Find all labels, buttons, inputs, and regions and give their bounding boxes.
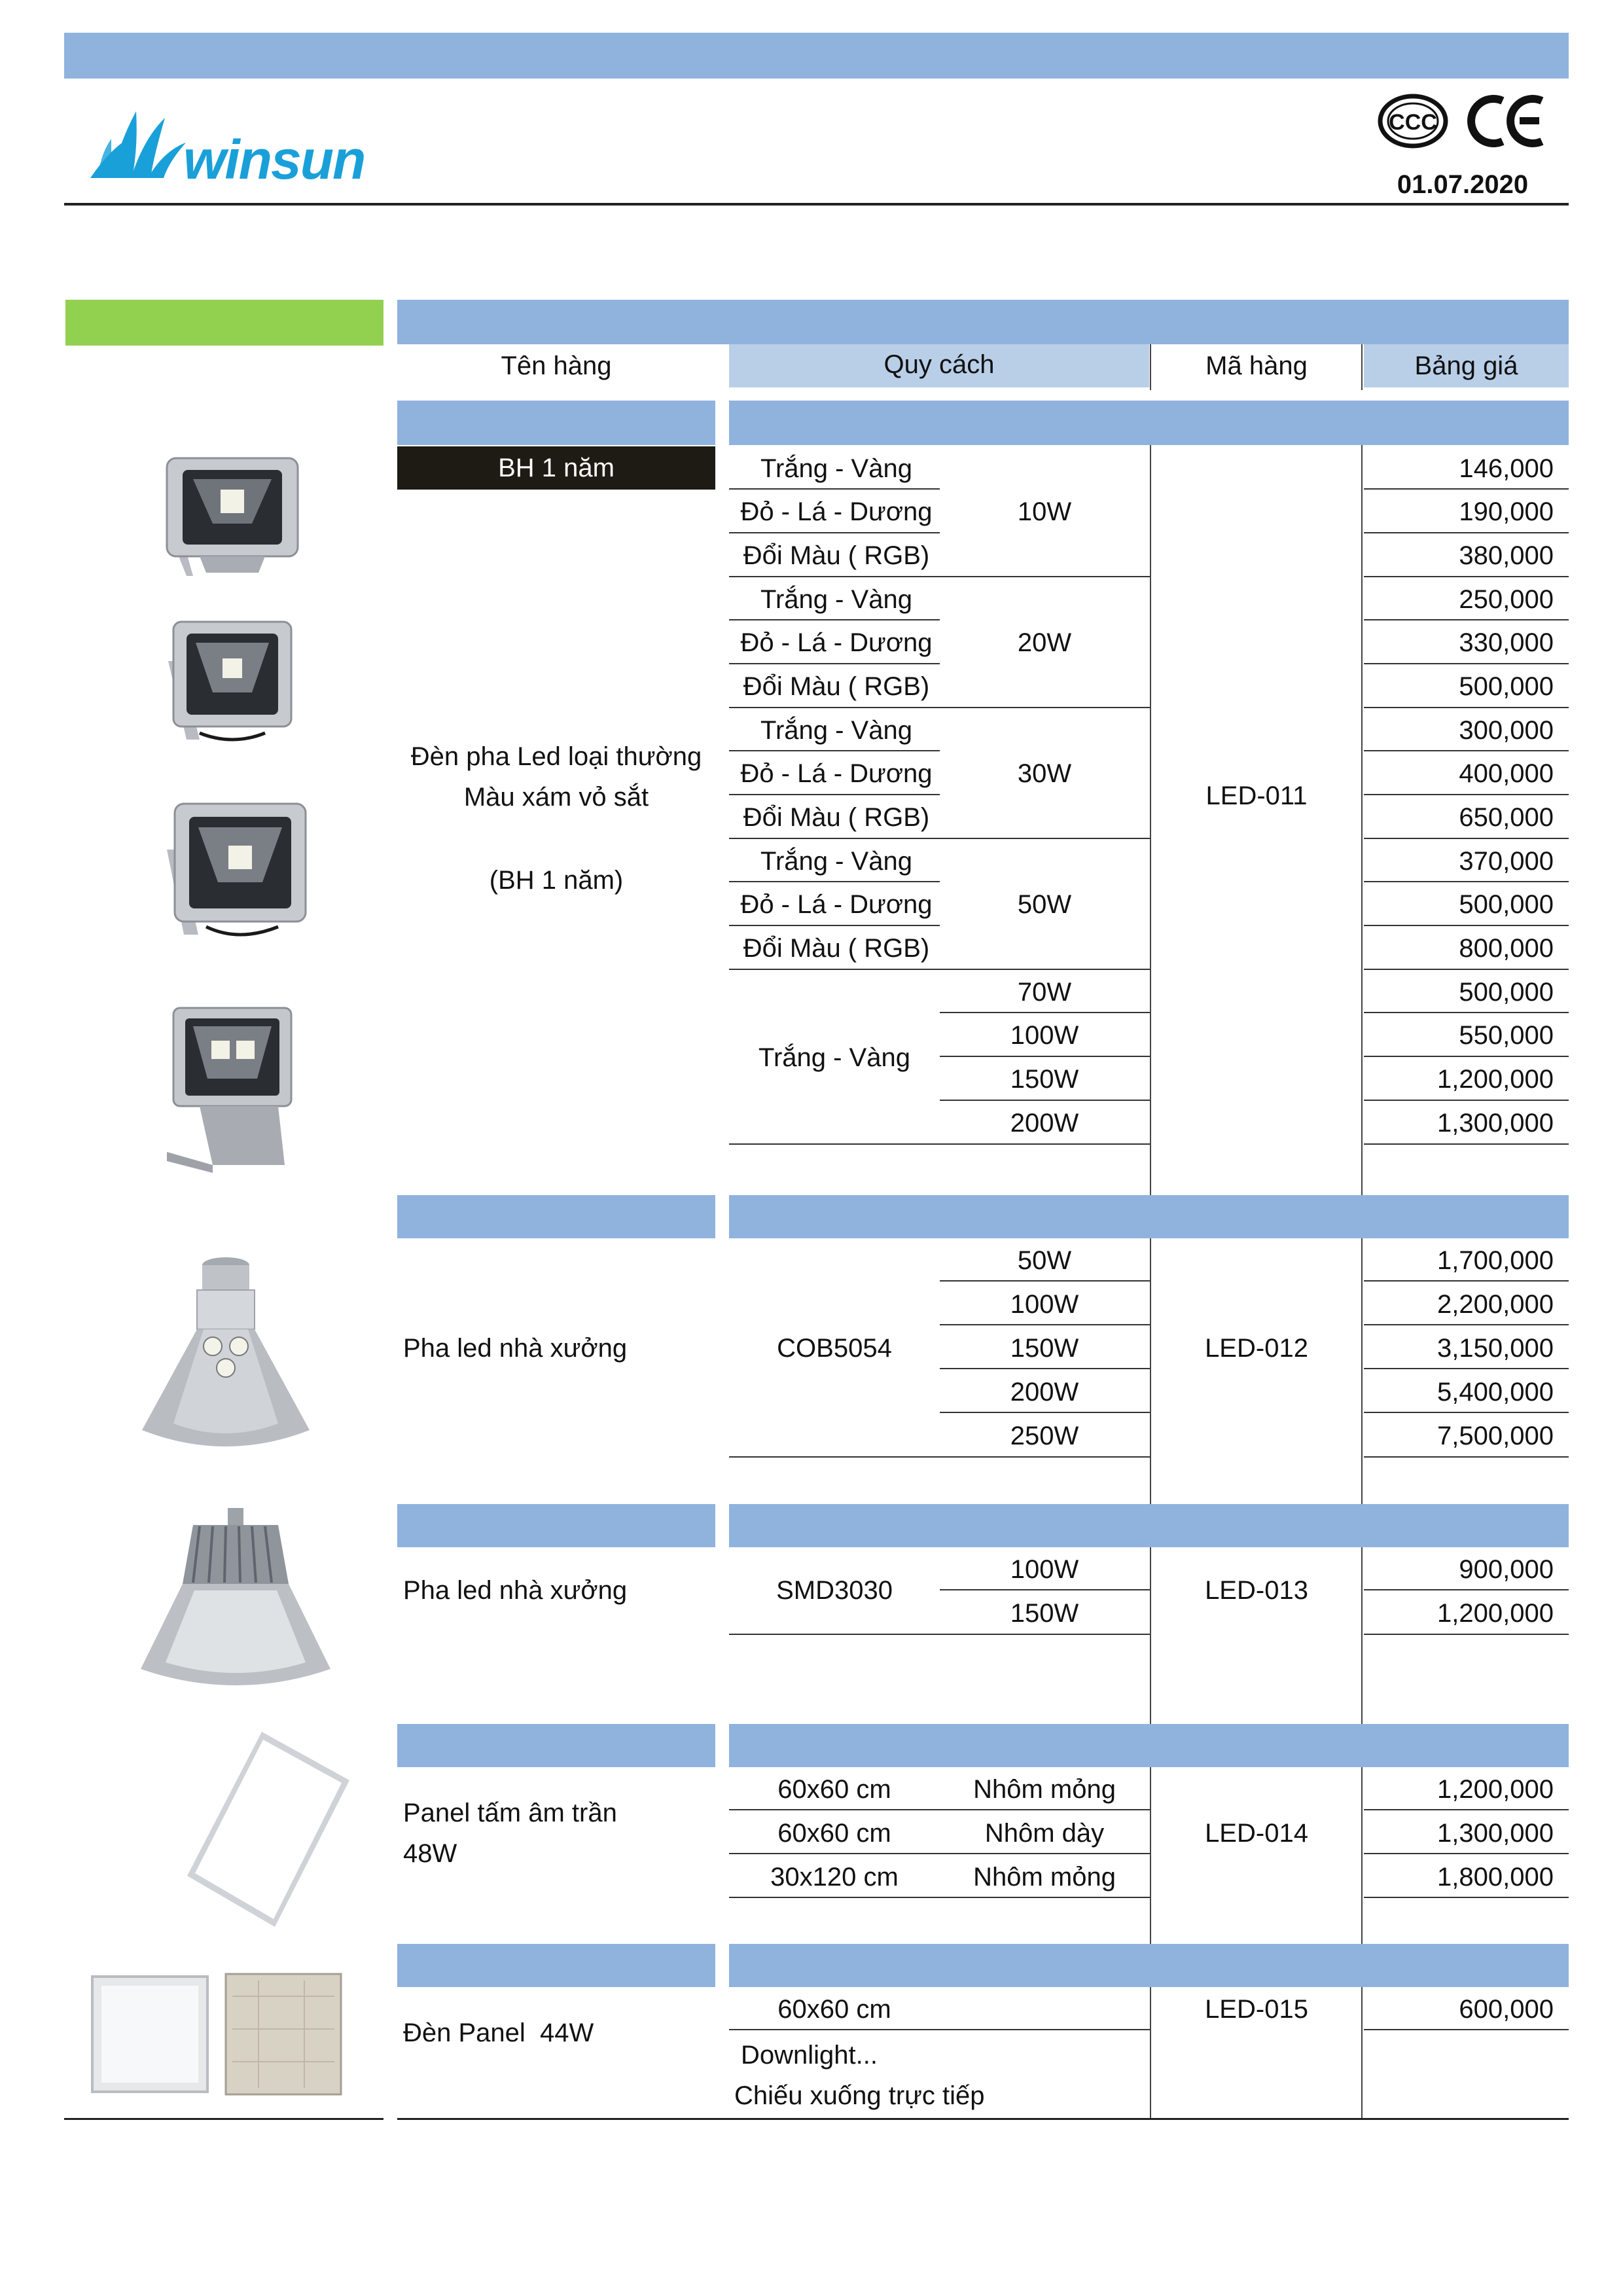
section-band <box>397 1944 715 1987</box>
col-divider <box>1361 1547 1363 1724</box>
spec-chip: COB5054 <box>777 1334 892 1363</box>
row-rule <box>729 619 940 620</box>
row-rule <box>729 750 940 751</box>
color-option: Đổi Màu ( RGB) <box>743 803 930 832</box>
color-option: Trắng - Vàng <box>760 847 912 876</box>
row-rule <box>729 488 940 490</box>
product-code: LED-011 <box>1205 781 1308 810</box>
note-text: Chiếu xuống trực tiếp <box>734 2081 985 2110</box>
price: 7,500,000 <box>1437 1422 1554 1450</box>
row-rule <box>1364 532 1569 533</box>
floodlight-product-image <box>160 445 304 583</box>
floodlight-product-image <box>154 1001 311 1178</box>
section-band <box>397 1724 715 1767</box>
price: 250,000 <box>1459 585 1554 614</box>
row-rule <box>729 1897 1150 1898</box>
section-band <box>397 1504 715 1547</box>
ce-mark-icon <box>1465 92 1550 151</box>
color-option: Đỏ - Lá - Dương <box>740 759 933 788</box>
power-rating: 30W <box>1017 759 1072 788</box>
price: 1,300,000 <box>1437 1819 1554 1848</box>
row-rule <box>1364 1412 1569 1413</box>
row-rule <box>1364 1368 1569 1369</box>
header-rule <box>64 203 1569 206</box>
power-rating: 150W <box>1010 1599 1079 1628</box>
section-band <box>729 1504 1569 1547</box>
row-rule <box>729 1143 1150 1145</box>
row-rule <box>1364 488 1569 490</box>
row-rule <box>1364 1100 1569 1101</box>
row-rule <box>729 2029 1150 2030</box>
power-rating: 20W <box>1017 628 1072 657</box>
row-rule <box>729 1456 1150 1458</box>
col-divider <box>1361 445 1363 1195</box>
price: 500,000 <box>1459 672 1554 701</box>
col-divider <box>1150 344 1151 390</box>
frame-material: Nhôm mỏng <box>973 1863 1116 1892</box>
price: 2,200,000 <box>1437 1290 1554 1319</box>
note-text: Downlight... <box>741 2041 878 2070</box>
row-rule <box>729 663 940 664</box>
color-option: Trắng - Vàng <box>758 1043 910 1072</box>
price: 146,000 <box>1459 454 1554 483</box>
ceiling-panel-product-image <box>183 1728 353 1931</box>
product-name: Đèn Panel 44W <box>403 2018 594 2047</box>
row-rule <box>940 1589 1150 1590</box>
spec-chip: SMD3030 <box>776 1576 893 1605</box>
price: 300,000 <box>1459 716 1554 745</box>
price: 1,300,000 <box>1437 1109 1554 1138</box>
power-rating: 50W <box>1017 1246 1072 1275</box>
row-rule <box>1364 2029 1569 2030</box>
ceiling-panel-product-image <box>88 1970 344 2101</box>
product-code: LED-014 <box>1205 1819 1308 1848</box>
row-rule <box>1364 1456 1569 1458</box>
frame-material: Nhôm dày <box>984 1819 1105 1848</box>
power-rating: 100W <box>1010 1290 1079 1319</box>
col-divider <box>1150 1547 1151 1724</box>
col-divider <box>1361 1767 1363 1944</box>
section-band <box>397 1195 715 1238</box>
product-name: Pha led nhà xưởng <box>403 1334 628 1363</box>
brand-logo <box>85 105 365 190</box>
power-rating: 150W <box>1010 1334 1079 1363</box>
col-divider <box>1150 1987 1151 2118</box>
power-rating: 250W <box>1010 1422 1079 1450</box>
price: 3,150,000 <box>1437 1334 1554 1363</box>
row-rule <box>729 881 940 882</box>
price: 800,000 <box>1459 934 1554 963</box>
price: 1,700,000 <box>1437 1246 1554 1275</box>
row-rule <box>1364 1809 1569 1810</box>
power-rating: 200W <box>1010 1378 1079 1407</box>
power-rating: 150W <box>1010 1065 1079 1094</box>
floodlight-product-image <box>160 797 311 948</box>
col-divider <box>1361 344 1363 390</box>
color-option: Đổi Màu ( RGB) <box>743 934 930 963</box>
row-rule <box>940 1280 1150 1282</box>
power-rating: 70W <box>1017 978 1072 1007</box>
row-rule <box>1364 750 1569 751</box>
section-band <box>729 401 1569 445</box>
col-divider <box>1150 445 1151 1195</box>
price: 370,000 <box>1459 847 1554 876</box>
section-band <box>729 1724 1569 1767</box>
row-rule <box>1364 663 1569 664</box>
row-rule <box>1364 1324 1569 1325</box>
price: 190,000 <box>1459 497 1554 526</box>
power-rating: 10W <box>1017 497 1072 526</box>
row-rule <box>1364 1897 1569 1898</box>
product-name: Đèn pha Led loại thường <box>410 742 702 771</box>
col-divider <box>1150 1767 1151 1944</box>
floodlight-product-image <box>160 615 298 753</box>
row-rule <box>1364 1143 1569 1145</box>
power-rating: 200W <box>1010 1109 1079 1138</box>
row-rule <box>1364 1853 1569 1854</box>
row-rule <box>1364 1280 1569 1282</box>
table-top-band <box>397 300 1569 344</box>
warranty-badge-label: BH 1 năm <box>498 454 615 482</box>
panel-size: 60x60 cm <box>777 1995 891 2024</box>
row-rule <box>729 1809 1150 1810</box>
col-header-price: Bảng giá <box>1364 344 1569 387</box>
bottom-rule <box>397 2118 1569 2120</box>
row-rule <box>729 1634 1150 1635</box>
product-code: LED-013 <box>1205 1576 1308 1605</box>
row-rule <box>1364 838 1569 839</box>
row-rule <box>940 1324 1150 1325</box>
product-code: LED-012 <box>1205 1334 1308 1363</box>
row-rule <box>1364 707 1569 708</box>
price: 1,200,000 <box>1437 1065 1554 1094</box>
row-rule <box>1364 1012 1569 1013</box>
row-rule <box>940 1012 1150 1013</box>
power-rating: 100W <box>1010 1555 1079 1584</box>
row-rule <box>729 794 940 795</box>
product-warranty: (BH 1 năm) <box>489 866 624 895</box>
bottom-rule <box>64 2118 383 2120</box>
row-rule <box>940 1412 1150 1413</box>
section-band <box>397 401 715 445</box>
row-rule <box>1364 1056 1569 1057</box>
col-divider <box>1361 1238 1363 1504</box>
row-rule <box>729 576 1150 577</box>
price: 900,000 <box>1459 1555 1554 1584</box>
color-option: Đổi Màu ( RGB) <box>743 541 930 570</box>
price: 500,000 <box>1459 978 1554 1007</box>
color-option: Trắng - Vàng <box>760 716 912 745</box>
frame-material: Nhôm mỏng <box>973 1775 1116 1804</box>
row-rule <box>1364 925 1569 926</box>
row-rule <box>729 1853 1150 1854</box>
price: 330,000 <box>1459 628 1554 657</box>
color-option: Trắng - Vàng <box>760 585 912 614</box>
color-option: Đổi Màu ( RGB) <box>743 672 930 701</box>
price: 600,000 <box>1459 1995 1554 2024</box>
panel-size: 60x60 cm <box>777 1775 891 1804</box>
row-rule <box>940 1056 1150 1057</box>
price: 1,200,000 <box>1437 1599 1554 1628</box>
top-banner <box>64 33 1569 79</box>
product-name: 48W <box>403 1839 457 1868</box>
highbay-cob-product-image <box>134 1247 317 1456</box>
price: 400,000 <box>1459 759 1554 788</box>
color-option: Đỏ - Lá - Dương <box>740 890 933 919</box>
price: 1,200,000 <box>1437 1775 1554 1804</box>
row-rule <box>1364 1589 1569 1590</box>
product-name: Pha led nhà xưởng <box>403 1576 628 1605</box>
price: 5,400,000 <box>1437 1378 1554 1407</box>
power-rating: 50W <box>1017 890 1072 919</box>
row-rule <box>729 838 1150 839</box>
panel-size: 60x60 cm <box>777 1819 891 1848</box>
green-tab <box>65 300 383 346</box>
row-rule <box>1364 576 1569 577</box>
price: 650,000 <box>1459 803 1554 832</box>
row-rule <box>729 969 1150 970</box>
col-header-name: Tên hàng <box>397 344 715 387</box>
highbay-smd-product-image <box>134 1505 337 1708</box>
price: 500,000 <box>1459 890 1554 919</box>
brand-name: winsun <box>183 129 365 190</box>
date-label: 01.07.2020 <box>1397 170 1529 199</box>
row-rule <box>1364 1634 1569 1635</box>
row-rule <box>940 1368 1150 1369</box>
row-rule <box>1364 794 1569 795</box>
color-option: Đỏ - Lá - Dương <box>740 628 933 657</box>
col-divider <box>1150 1238 1151 1504</box>
price: 380,000 <box>1459 541 1554 570</box>
section-band <box>729 1195 1569 1238</box>
power-rating: 100W <box>1010 1021 1079 1050</box>
ccc-mark-icon <box>1377 93 1449 149</box>
price: 1,800,000 <box>1437 1863 1554 1892</box>
row-rule <box>1364 619 1569 620</box>
product-code: LED-015 <box>1205 1995 1308 2024</box>
price: 550,000 <box>1459 1021 1554 1050</box>
product-name: Panel tấm âm trần <box>403 1799 617 1827</box>
row-rule <box>729 707 1150 708</box>
row-rule <box>1364 969 1569 970</box>
row-rule <box>1364 881 1569 882</box>
row-rule <box>729 925 940 926</box>
row-rule <box>940 1100 1150 1101</box>
svg-text:CCC: CCC <box>1389 110 1437 135</box>
row-rule <box>729 532 940 533</box>
color-option: Trắng - Vàng <box>760 454 912 483</box>
section-band <box>729 1944 1569 1987</box>
col-header-code: Mã hàng <box>1152 344 1361 387</box>
panel-size: 30x120 cm <box>770 1863 899 1892</box>
col-divider <box>1361 1987 1363 2118</box>
color-option: Đỏ - Lá - Dương <box>740 497 933 526</box>
product-name: Màu xám vỏ sắt <box>463 783 649 812</box>
col-header-spec: Quy cách <box>729 344 1149 387</box>
